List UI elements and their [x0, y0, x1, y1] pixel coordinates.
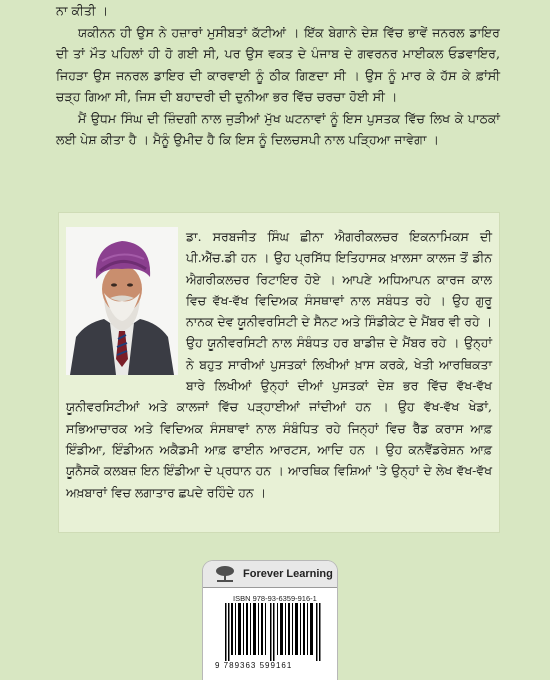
intro-text	[56, 0, 500, 151]
barcode-digits: 9 789363 599161	[215, 661, 293, 670]
intro-line: ਨਾ ਕੀਤੀ ।	[56, 3, 109, 18]
intro-paragraph-1: ਯਕੀਨਨ ਹੀ ਉਸ ਨੇ ਹਜ਼ਾਰਾਂ ਮੁਸੀਬਤਾਂ ਕੱਟੀਆਂ । ਇੱਕ ਬੇਗਾਨੇ ਦੇਸ਼ ਵਿੱਚ ਭਾਵੇਂ ਜਨਰਲ ਡਾਇਰ ਦੀ ਤਾਂ ਮੌਤ ਪਹਿਲਾਂ ਹੀ ਹੋ ਗਈ ਸੀ, ਪਰ ਉਸ ਵਕਤ ਦੇ ਪੰਜਾਬ ਦੇ ਗਵਰਨਰ ਮਾਈਕਲ ਓਡਵਾਇਰ, ਜਿਹੜਾ ਉਸ ਜਨਰਲ ਡਾਇਰ ਦੀ ਕਾਰਵਾਈ ਨੂੰ ਠੀਕ ਗਿਣਦਾ ਸੀ । ਉਸ ਨੂੰ ਮਾਰ ਕੇ ਹੱਸ ਕੇ ਫ਼ਾਂਸੀ ਚੜ੍ਹ ਗਿਆ ਸੀ, ਜਿਸ ਦੀ ਬਹਾਦਰੀ ਦੀ ਦੁਨੀਆ ਭਰ ਵਿੱਚ ਚਰਚਾ ਹੋਈ ਸੀ ।	[56, 24, 500, 104]
publisher-bar	[203, 561, 337, 588]
author-bio-box	[58, 212, 500, 533]
barcode-image	[225, 603, 321, 661]
publisher-name: Forever Learning	[243, 568, 333, 580]
barcode-card	[203, 561, 337, 680]
author-bio	[66, 226, 492, 503]
tree-icon	[215, 565, 235, 583]
author-bio-text: ਡਾ. ਸਰਬਜੀਤ ਸਿੰਘ ਛੀਨਾ ਐਗਰੀਕਲਚਰ ਇਕਨਾਮਿਕਸ ਦੀ ਪੀ.ਐੱਚ.ਡੀ ਹਨ । ਉਹ ਪ੍ਰਸਿੱਧ ਇਤਿਹਾਸਕ ਖ਼ਾਲਸਾ ਕਾਲਜ ਤੋਂ ਡੀਨ ਐਗਰੀਕਲਚਰ ਰਿਟਾਇਰ ਹੋਏ । ਆਪਣੇ ਅਧਿਆਪਨ ਕਾਰਜ ਕਾਲ ਵਿਚ ਵੱਖ-ਵੱਖ ਵਿਦਿਅਕ ਸੰਸਥਾਵਾਂ ਨਾਲ ਸਬੰਧਤ ਰਹੇ । ਉਹ ਗੁਰੂ ਨਾਨਕ ਦੇਵ ਯੂਨੀਵਰਸਿਟੀ ਦੇ ਸੈਨਟ ਅਤੇ ਸਿੰਡੀਕੇਟ ਦੇ ਮੈਂਬਰ ਵੀ ਰਹੇ । ਉਹ ਯੂਨੀਵਰਸਿਟੀ ਨਾਲ ਸੰਬੰਧਤ ਹਰ ਬਾਡੀਜ਼ ਦੇ ਮੈਂਬਰ ਰਹੇ । ਉਨ੍ਹਾਂ ਨੇ ਬਹੁਤ ਸਾਰੀਆਂ ਪੁਸਤਕਾਂ ਲਿਖੀਆਂ ਖ਼ਾਸ ਕਰਕੇ, ਖੇਤੀ ਆਰਥਿਕਤਾ ਬਾਰੇ ਲਿਖੀਆਂ ਉਨ੍ਹਾਂ ਦੀਆਂ ਪੁਸਤਕਾਂ ਦੇਸ਼ ਭਰ ਵਿੱਚ ਵੱਖ-ਵੱਖ ਯੂਨੀਵਰਸਿਟੀਆਂ ਅਤੇ ਕਾਲਜਾਂ ਵਿੱਚ ਪੜ੍ਹਾਈਆਂ ਜਾਂਦੀਆਂ ਹਨ । ਉਹ ਵੱਖ-ਵੱਖ ਖੇਡਾਂ, ਸਭਿਆਚਾਰਕ ਅਤੇ ਵਿਦਿਅਕ ਸੰਸਥਾਵਾਂ ਨਾਲ ਸੰਬੰਧਿਤ ਰਹੇ ਜਿਨ੍ਹਾਂ ਵਿਚ ਰੈੱਡ ਕਰਾਸ ਆਫ਼ ਇੰਡੀਆ, ਇੰਡੀਅਨ ਅਕੈਡਮੀ ਆਫ਼ ਫਾਈਨ ਆਰਟਸ, ਆਦਿ ਹਨ । ਉਹ ਕਨਵੈਂਡਰੇਸ਼ਨ ਆਫ਼ ਯੂਨੈਸਕੋ ਕਲਬਜ਼ ਇਨ ਇੰਡੀਆ ਦੇ ਪ੍ਰਧਾਨ ਹਨ । ਆਰਥਿਕ ਵਿਸ਼ਿਆਂ 'ਤੇ ਉਨ੍ਹਾਂ ਦੇ ਲੇਖ ਵੱਖ-ਵੱਖ ਅਖ਼ਬਾਰਾਂ ਵਿਚ ਲਗਾਤਾਰ ਛਪਦੇ ਰਹਿੰਦੇ ਹਨ ।	[66, 229, 492, 500]
isbn-text: ISBN 978-93-6359-916-1	[233, 594, 317, 603]
photo-wrap-space	[66, 226, 186, 384]
intro-paragraph-2: ਮੈਂ ਉਧਮ ਸਿੰਘ ਦੀ ਜ਼ਿੰਦਗੀ ਨਾਲ ਜੁੜੀਆਂ ਮੁੱਖ ਘਟਨਾਵਾਂ ਨੂੰ ਇਸ ਪੁਸਤਕ ਵਿੱਚ ਲਿਖ ਕੇ ਪਾਠਕਾਂ ਲਈ ਪੇਸ਼ ਕੀਤਾ ਹੈ । ਮੈਨੂੰ ਉਮੀਦ ਹੈ ਕਿ ਇਸ ਨੂੰ ਦਿਲਚਸਪੀ ਨਾਲ ਪੜ੍ਹਿਆ ਜਾਵੇਗਾ ।	[56, 110, 500, 147]
